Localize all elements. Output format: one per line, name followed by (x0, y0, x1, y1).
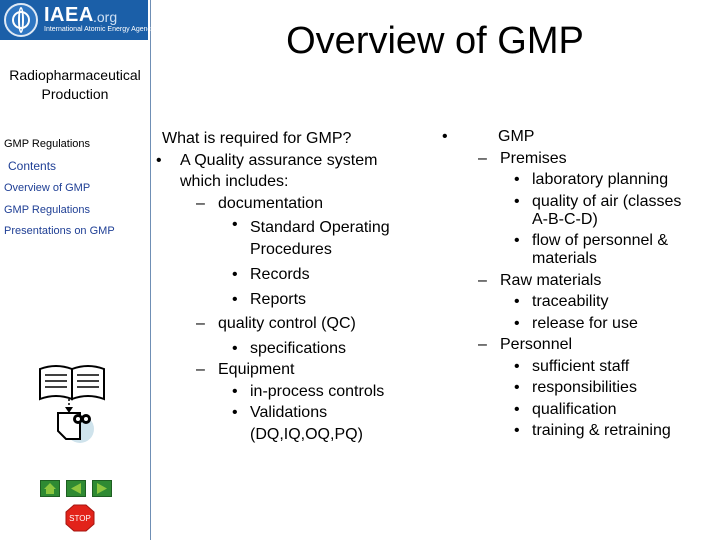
bullet-marker: • (514, 400, 520, 418)
gmp-heading: GMP (498, 128, 535, 145)
list-item (432, 268, 720, 292)
iaea-logo[interactable] (0, 0, 155, 40)
home-button-icon (41, 481, 59, 496)
flow-line2: materials (532, 249, 597, 267)
responsibilities: responsibilities (532, 379, 637, 396)
dash-marker: – (196, 194, 205, 212)
sop-line2: Procedures (250, 240, 332, 258)
next-arrow-icon (93, 481, 111, 496)
specifications: specifications (250, 339, 347, 357)
training-retraining: training & retraining (532, 422, 671, 439)
nav-link-gmp-regulations[interactable]: GMP Regulations (4, 204, 91, 216)
logo-name: IAEA (44, 4, 94, 26)
quality-control: quality control (QC) (218, 315, 356, 332)
left-heading: What is required for GMP? (162, 130, 352, 147)
flow-line1: flow of personnel & (532, 231, 669, 249)
bullet-marker: • (514, 192, 520, 210)
validations-line2: (DQ,IQ,OQ,PQ) (250, 425, 363, 443)
next-button[interactable] (92, 480, 112, 497)
logo-subtitle: International Atomic Energy Agency (44, 26, 155, 33)
section-label-line2: Production (41, 86, 109, 102)
list-item (150, 214, 430, 260)
list-item (150, 286, 430, 311)
bullet-marker: • (514, 379, 520, 396)
raw-materials: Raw materials (500, 271, 602, 289)
list-item (150, 193, 430, 215)
nav-link-presentations-on-gmp[interactable]: Presentations on GMP (4, 225, 115, 237)
nav-heading: GMP Regulations (4, 138, 91, 150)
section-label-line1: Radiopharmaceutical (9, 67, 141, 83)
list-item (432, 356, 720, 378)
list-item (432, 229, 720, 268)
bullet-marker: • (442, 128, 448, 145)
sop-line1: Standard Operating (250, 219, 390, 236)
bullet-marker: • (514, 357, 520, 375)
bullet-marker: • (232, 339, 238, 357)
documentation: documentation (218, 194, 323, 212)
reports: Reports (250, 290, 307, 308)
bullet-marker: • (156, 151, 162, 169)
nav-link-contents[interactable]: Contents (8, 159, 57, 173)
right-column (432, 126, 720, 442)
bullet-marker: • (232, 290, 238, 308)
list-item (150, 310, 430, 335)
dash-marker: – (196, 315, 205, 332)
records: Records (250, 266, 310, 283)
previous-arrow-icon (67, 481, 85, 496)
stop-button[interactable] (65, 504, 95, 532)
qualification: qualification (532, 400, 617, 418)
bullet-marker: • (514, 171, 520, 188)
personnel: Personnel (500, 336, 573, 353)
book-reader-icon (36, 355, 108, 445)
list-item (432, 291, 720, 313)
dash-marker: – (478, 271, 487, 289)
qa-system-line2: which includes: (180, 173, 289, 190)
list-item (432, 420, 720, 442)
bullet-marker: • (514, 422, 520, 439)
sufficient-staff: sufficient staff (532, 357, 630, 375)
release-for-use: release for use (532, 314, 638, 332)
qa-system-line1: A Quality assurance system (180, 151, 378, 169)
stop-label: STOP (69, 514, 91, 523)
list-item (150, 335, 430, 360)
list-item (432, 377, 720, 399)
dash-marker: – (196, 361, 205, 378)
list-item (150, 150, 430, 193)
list-item (150, 260, 430, 286)
laboratory-planning: laboratory planning (532, 171, 669, 188)
previous-button[interactable] (66, 480, 86, 497)
equipment: Equipment (218, 361, 295, 378)
list-item (432, 169, 720, 191)
bullet-marker: • (232, 216, 238, 233)
sidebar (0, 0, 155, 540)
list-item (432, 313, 720, 335)
slide-navigation (40, 480, 112, 498)
premises: Premises (500, 149, 567, 167)
traceability: traceability (532, 293, 609, 310)
bullet-marker: • (514, 293, 520, 310)
bullet-marker: • (232, 266, 238, 283)
list-item (150, 402, 430, 445)
dash-marker: – (478, 336, 487, 353)
air-quality-line2: A-B-C-D) (532, 210, 598, 228)
list-item (150, 359, 430, 381)
list-item (150, 128, 430, 150)
bullet-marker: • (232, 382, 238, 400)
logo-tld: .org (93, 9, 118, 25)
nav-link-overview-of-gmp[interactable]: Overview of GMP (4, 182, 91, 194)
atom-icon (4, 3, 38, 37)
validations-line1: Validations (250, 404, 328, 421)
list-item (432, 191, 720, 229)
home-button[interactable] (40, 480, 60, 497)
list-item (432, 399, 720, 421)
list-item (432, 148, 720, 170)
list-item (432, 334, 720, 356)
bullet-marker: • (514, 314, 520, 332)
list-item (432, 126, 720, 148)
left-column (150, 128, 430, 445)
bullet-marker: • (514, 231, 520, 249)
dash-marker: – (478, 149, 487, 167)
in-process-controls: in-process controls (250, 382, 385, 400)
bullet-marker: • (232, 404, 238, 421)
section-label (0, 66, 150, 104)
list-item (150, 381, 430, 403)
slide-title: Overview of GMP (286, 20, 584, 62)
air-quality-line1: quality of air (classes (532, 192, 682, 210)
